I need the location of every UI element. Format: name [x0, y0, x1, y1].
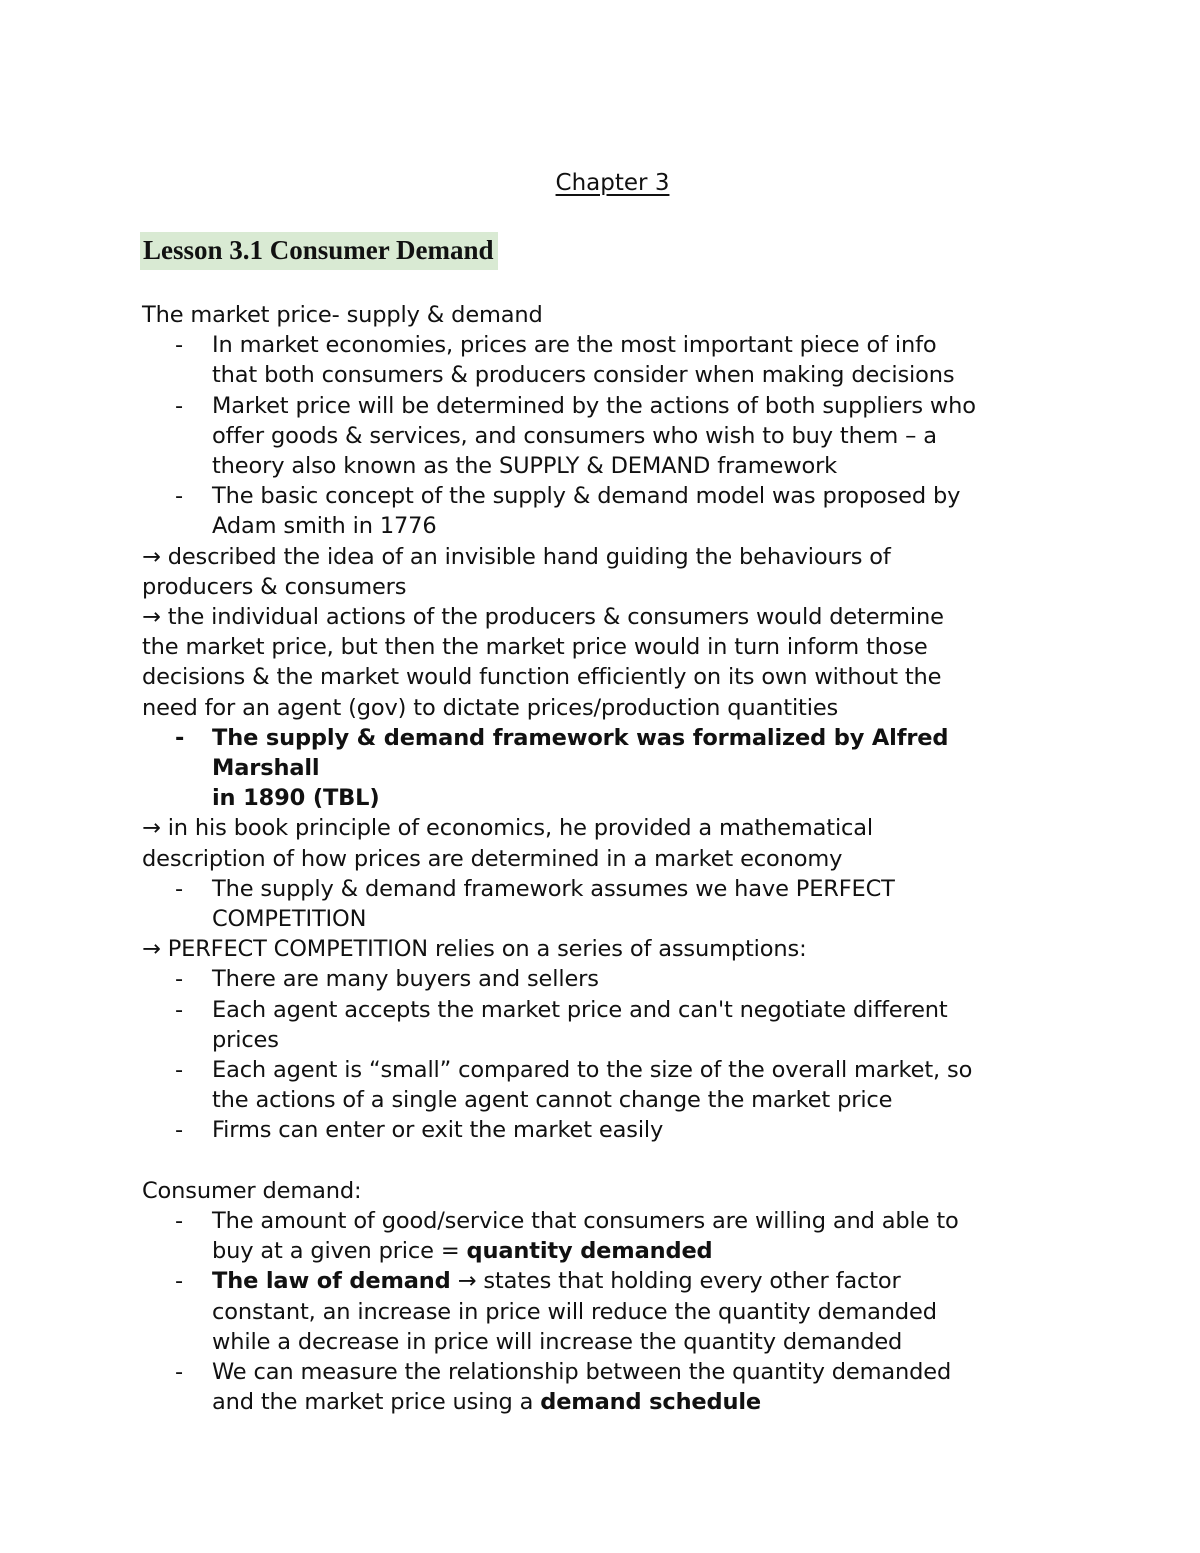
text-line: the market price, but then the market price would in turn inform those: [142, 634, 928, 661]
bullet-item: [142, 995, 1062, 1055]
dash-marker: -: [175, 483, 183, 510]
text-line: prices: [212, 1026, 279, 1053]
text-line: → in his book principle of economics, he provided a mathematical: [142, 815, 873, 842]
text-line: [212, 1236, 1062, 1266]
text-line: There are many buyers and sellers: [212, 966, 599, 993]
arrow-note: [142, 813, 1062, 873]
dash-marker: -: [175, 392, 183, 419]
bullet-item: [142, 1115, 1062, 1145]
text-line: The amount of good/service that consumers are willing and able to: [212, 1208, 959, 1235]
bullet-item: [142, 1206, 1062, 1266]
section-heading-market-price: The market price- supply & demand: [142, 302, 543, 328]
bullet-item: [142, 1266, 1062, 1357]
text-line: Firms can enter or exit the market easily: [212, 1117, 664, 1144]
text-line: We can measure the relationship between the quantity demanded: [212, 1359, 952, 1386]
text-line: that both consumers & producers consider when making decisions: [212, 362, 955, 389]
text-line: producers & consumers: [142, 573, 407, 600]
bullet-item: [142, 391, 1062, 482]
dash-marker: -: [175, 1117, 183, 1144]
dash-marker: -: [175, 996, 183, 1023]
text-line: → the individual actions of the producers & consumers would determine: [142, 604, 944, 631]
dash-marker: -: [175, 1268, 183, 1295]
bullet-item: [142, 1055, 1062, 1115]
key-term: quantity demanded: [466, 1238, 713, 1265]
text-line: theory also known as the SUPPLY & DEMAND framework: [212, 453, 838, 480]
lesson-title: Lesson 3.1 Consumer Demand: [140, 232, 498, 270]
dash-marker: -: [175, 1057, 183, 1084]
text-line: while a decrease in price will increase the quantity demanded: [212, 1328, 903, 1355]
text-line: COMPETITION: [212, 906, 367, 933]
key-term: The law of demand: [212, 1268, 451, 1295]
text-line: [212, 1387, 1062, 1417]
bullet-item: [142, 1357, 1062, 1417]
text-line: → PERFECT COMPETITION relies on a series of assumptions:: [142, 936, 807, 963]
bullet-item: [142, 874, 1062, 934]
text-line: Each agent accepts the market price and can't negotiate different: [212, 996, 948, 1023]
bullet-item: [142, 481, 1062, 541]
arrow-note: [142, 934, 1062, 964]
arrow-note: [142, 602, 1062, 723]
text-span: buy at a given price =: [212, 1238, 467, 1265]
text-span: and the market price using a: [212, 1389, 541, 1416]
arrow-note: [142, 542, 1062, 602]
dash-marker: -: [175, 966, 183, 993]
text-line: [212, 1266, 1062, 1296]
chapter-title: Chapter 3: [555, 170, 670, 196]
text-line: The basic concept of the supply & demand model was proposed by: [212, 483, 961, 510]
dash-marker: -: [175, 332, 183, 359]
text-line: The supply & demand framework was formalized by Alfred Marshall: [212, 724, 949, 782]
bullet-item: [142, 330, 1062, 390]
text-line: the actions of a single agent cannot change the market price: [212, 1087, 893, 1114]
text-line: Each agent is “small” compared to the size of the overall market, so: [212, 1057, 973, 1084]
section-heading-consumer-demand: Consumer demand:: [142, 1177, 362, 1204]
text-line: constant, an increase in price will reduce the quantity demanded: [212, 1298, 937, 1325]
text-line: → described the idea of an invisible hand guiding the behaviours of: [142, 543, 891, 570]
text-span: → states that holding every other factor: [450, 1268, 901, 1295]
notes-body: [142, 300, 1062, 1418]
text-line: In market economies, prices are the most important piece of info: [212, 332, 937, 359]
text-line: decisions & the market would function efficiently on its own without the: [142, 664, 942, 691]
text-line: Market price will be determined by the actions of both suppliers who: [212, 392, 976, 419]
dash-marker: -: [175, 1208, 183, 1235]
text-line: in 1890 (TBL): [212, 785, 380, 812]
bullet-item: [142, 964, 1062, 994]
text-line: need for an agent (gov) to dictate prices/production quantities: [142, 694, 839, 721]
dash-marker: -: [175, 724, 185, 751]
spacer: [142, 1146, 1062, 1176]
dash-marker: -: [175, 875, 183, 902]
bullet-item-bold: [142, 723, 1062, 814]
text-line: offer goods & services, and consumers who wish to buy them – a: [212, 422, 937, 449]
key-term: demand schedule: [540, 1389, 762, 1416]
text-line: Adam smith in 1776: [212, 513, 437, 540]
text-line: The supply & demand framework assumes we have PERFECT: [212, 875, 895, 902]
text-line: description of how prices are determined in a market economy: [142, 845, 843, 872]
dash-marker: -: [175, 1359, 183, 1386]
